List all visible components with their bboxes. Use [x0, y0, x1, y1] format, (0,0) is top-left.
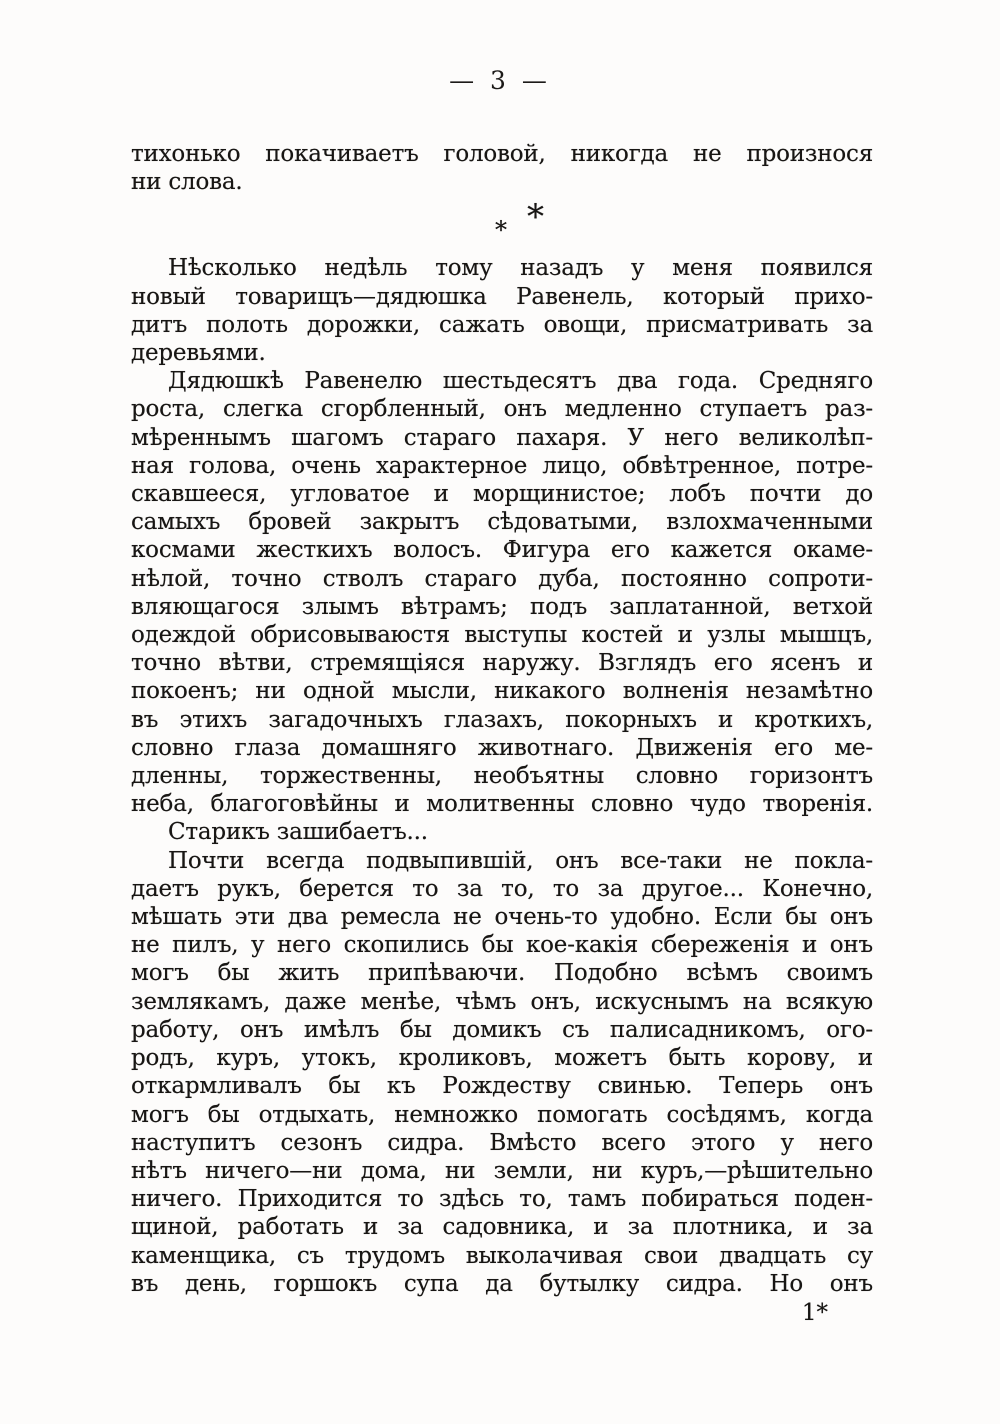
- text-line: тихонько покачиваетъ головой, никогда не произнося: [131, 141, 873, 167]
- text-line: въ этихъ загадочныхъ глазахъ, покорныхъ и кроткихъ,: [131, 706, 873, 733]
- paragraph: [131, 140, 873, 196]
- text-line: одеждой обрисовываюстя выступы костей и узлы мышцъ,: [131, 622, 873, 649]
- text-line: дленны, торжественны, необъятны словно горизонтъ: [131, 763, 873, 790]
- text-line: Старикъ зашибаетъ...: [168, 819, 428, 846]
- text-line: наступитъ сезонъ сидра. Вмѣсто всего этого у него: [131, 1129, 873, 1156]
- text-line: скавшееся, угловатое и морщинистое; лобъ почти до: [131, 481, 873, 508]
- text-line: дитъ полоть дорожки, сажать овощи, присматривать за: [131, 311, 873, 338]
- section-separator: [131, 196, 873, 254]
- text-line: каменщика, съ трудомъ выколачивая свои двадцать су: [131, 1242, 873, 1269]
- paragraph: [131, 847, 873, 1298]
- text-line: работу, онъ имѣлъ бы домикъ съ палисадникомъ, ого-: [131, 1016, 873, 1043]
- text-line: роста, слегка сгорбленный, онъ медленно ступаетъ раз-: [131, 396, 873, 423]
- text-line: точно вѣтви, стремящіяся наружу. Взглядъ его ясенъ и: [131, 650, 873, 677]
- text-line: въ день, горшокъ супа да бутылку сидра. Но онъ: [131, 1270, 873, 1297]
- text-line: Почти всегда подвыпившій, онъ все-таки не покла-: [168, 847, 873, 874]
- asterisk-mark: *: [495, 216, 507, 245]
- text-line: Нѣсколько недѣль тому назадъ у меня появился: [168, 255, 873, 282]
- text-line: ничего. Приходится то здѣсь то, тамъ побираться поден-: [131, 1186, 873, 1213]
- text-line: мѣшать эти два ремесла не очень-то удобно. Если бы онъ: [131, 904, 873, 931]
- text-line: даетъ рукъ, берется то за то, то за другое... Конечно,: [131, 875, 873, 902]
- text-line: новый товарищъ—дядюшка Равенель, который прихо-: [131, 283, 873, 310]
- paragraph: [131, 818, 873, 846]
- text-line: неба, благоговѣйны и молитвенны словно чудо творенія.: [131, 791, 873, 818]
- paragraph: [131, 367, 873, 818]
- text-line: мѣреннымъ шагомъ стараго пахаря. У него великолѣп-: [131, 424, 873, 451]
- signature-mark: 1*: [801, 1300, 828, 1326]
- text-line: самыхъ бровей закрытъ сѣдоватыми, взлохмаченными: [131, 509, 873, 536]
- asterisk-mark: *: [527, 197, 544, 238]
- text-line: нѣлой, точно стволъ стараго дуба, постоянно сопроти-: [131, 565, 873, 592]
- text-line: ни слова.: [131, 169, 243, 196]
- text-line: не пилъ, у него скопились бы кое-какія сбереженія и онъ: [131, 932, 873, 959]
- text-line: щиной, работать и за садовника, и за плотника, и за: [131, 1214, 873, 1241]
- text-line: ная голова, очень характерное лицо, обвѣтренное, потре-: [131, 452, 873, 479]
- text-line: Дядюшкѣ Равенелю шестьдесятъ два года. Средняго: [168, 368, 873, 395]
- text-line: родъ, куръ, утокъ, кроликовъ, можетъ быть корову, и: [131, 1045, 873, 1072]
- text-line: нѣтъ ничего—ни дома, ни земли, ни куръ,—рѣшительно: [131, 1157, 873, 1184]
- text-line: деревьями.: [131, 340, 266, 367]
- text-line: покоенъ; ни одной мысли, никакого волненія незамѣтно: [131, 678, 873, 705]
- text-line: словно глаза домашняго животнаго. Движенія его ме-: [131, 734, 873, 761]
- text-line: откармливалъ бы къ Рождеству свинью. Теперь онъ: [131, 1073, 873, 1100]
- paragraph: [131, 254, 873, 367]
- text-line: могъ бы жить припѣваючи. Подобно всѣмъ своимъ: [131, 960, 873, 987]
- page-number: — 3 —: [449, 66, 551, 95]
- text-line: могъ бы отдыхать, немножко помогать сосѣдямъ, когда: [131, 1101, 873, 1128]
- text-line: землякамъ, даже менѣе, чѣмъ онъ, искуснымъ на всякую: [131, 988, 873, 1015]
- text-line: вляющагося злымъ вѣтрамъ; подъ заплатанной, ветхой: [131, 593, 873, 620]
- text-block: [131, 140, 873, 1298]
- text-line: космами жесткихъ волосъ. Фигура его кажется окаме-: [131, 537, 873, 564]
